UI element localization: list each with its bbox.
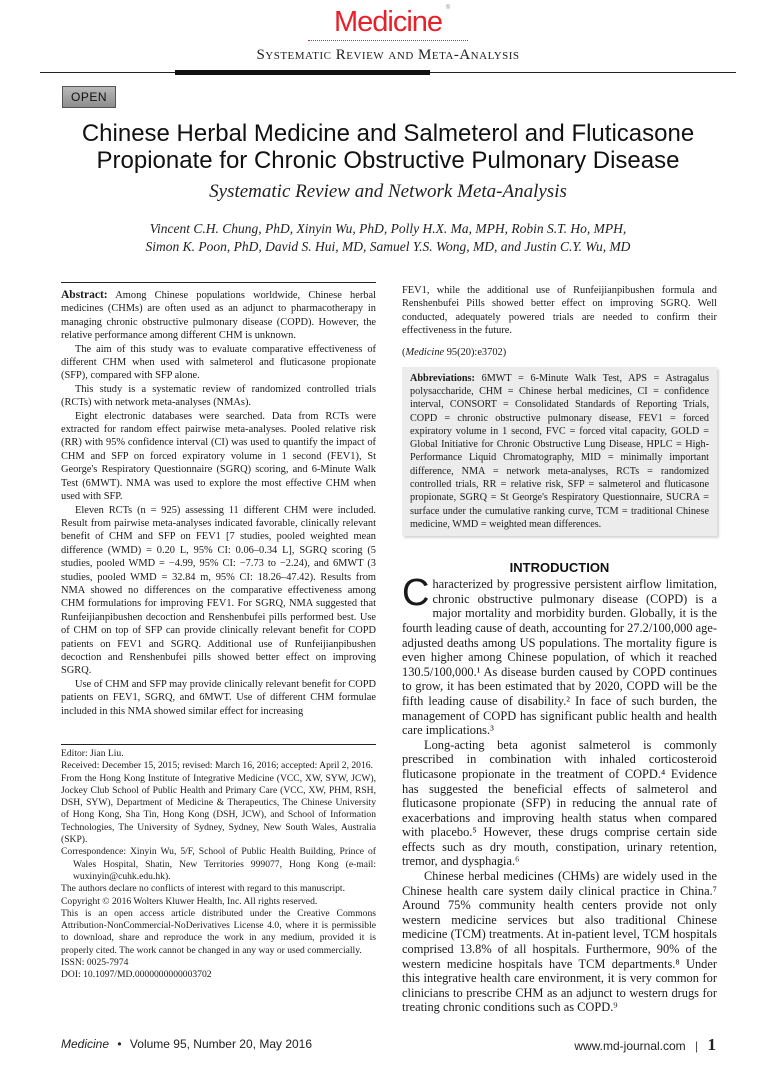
logo-dotted-underline xyxy=(308,40,468,41)
abbreviations-text: 6MWT = 6-Minute Walk Test, APS = Astragalus polysaccharide, CHM = Chinese herbal medicines, CI = confidence interval, CONSORT = Consolidated Standards of Reporting Trials, COPD = chronic obstructive pulmonary disease, FEV1 = forced expiratory volume in 1 second, FVC = forced vital capacity, GOLD = Global Initiative for Chronic Obstructive Lung Disease, HPLC = High-Performance Liquid Chromatography, MID = minimally important difference, NMA = network meta-analyses, RCTs = randomized controlled trials, RR = relative risk, SFP = salmeterol and fluticasone propionate, SGRQ = St George's Respiratory Questionnaire, SUCRA = surface under the cumulative ranking curve, TCM = traditional Chinese medicine, WMD = weighted mean differences. xyxy=(410,372,709,530)
footer-issue: Volume 95, Number 20, May 2016 xyxy=(129,1037,313,1051)
footer-page-info xyxy=(574,1035,716,1055)
footer-separator: | xyxy=(695,1039,699,1053)
abstract-conclusion-start: Use of CHM and SFP may provide clinically relevant benefit for COPD patients on FEV1, SGRQ, and 6MWT. Use of different CHM formulae included in this NMA showed similar effect for increasing xyxy=(61,678,376,717)
abbreviations-box xyxy=(402,367,717,537)
footer-journal-info xyxy=(61,1037,312,1051)
abstract-results: Eleven RCTs (n = 925) assessing 11 different CHM were included. Result from pairwise meta-analyses indicated favorable, clinically relevant benefit of CHM and SFP on FEV1 [7 studies, pooled weighted mean difference (WMD) = 0.20 L, 95% CI: 0.06–0.34 L], SGRQ scoring (5 studies, pooled WMD = −4.99, 95% CI: −7.73 to −2.24), and 6MWT (3 studies, pooled WMD = 32.84 m, 95% CI: 18.26–47.42). Results from NMA showed no differences on the comparative effectiveness among CHM formulations for improving FEV1. For SGRQ, NMA suggested that Runfeijianpibushen decoction and Renshenbufei pills performed best. Use of CHM on top of SFP can provide clinically relevant benefit for COPD patients on FEV1 and SGRQ. Additional use of Runfeijianpibushen decoction and Renshenbufei pills showed better effect on improving SGRQ. xyxy=(61,504,376,677)
doi-link[interactable]: DOI: 10.1097/MD.0000000000003702 xyxy=(61,969,212,981)
abstract-background: Among Chinese populations worldwide, Chinese herbal medicines (CHMs) are often used as an adjunct to pharmacotherapy in managing chronic obstructive pulmonary disease (COPD). However, the relative performance among different CHM is unknown. xyxy=(61,290,376,342)
bullet-icon: • xyxy=(117,1037,122,1051)
article-title: Chinese Herbal Medicine and Salmeterol and Fluticasone Propionate for Chronic Obstructive Pulmonary Disease xyxy=(81,120,695,174)
article-citation: (Medicine 95(20):e3702) xyxy=(402,346,507,358)
introduction-body xyxy=(402,572,717,1015)
abstract-continued xyxy=(402,284,717,338)
page-number: 1 xyxy=(707,1035,716,1054)
journal-website-link[interactable]: www.md-journal.com xyxy=(574,1039,686,1053)
editor-note: Editor: Jian Liu. xyxy=(61,748,124,759)
abstract xyxy=(61,289,376,718)
footnote-rule xyxy=(61,744,376,745)
left-column xyxy=(61,282,376,982)
journal-logo[interactable]: Medicine ® xyxy=(333,5,450,38)
conflict-statement: The authors declare no conflicts of interest with regard to this manuscript. xyxy=(61,883,345,895)
intro-paragraph-1: haracterized by progressive persistent airflow limitation, chronic obstructive pulmonary disease (COPD) is a major mortality and morbidity burden. Globally, it is the fourth leading cause of death, accounting for 27.2/100,000 age-adjusted deaths among US populations. The mortality figure is even higher among Chinese population, of which it reached 130.5/100,000.¹ As disease burden caused by COPD continues to grow, it has been estimated that by 2020, COPD will be the fifth leading cause of disability.² In face of such burden, the management of COPD has significant public health and health care implications.³ xyxy=(402,577,717,738)
correspondence[interactable]: Correspondence: Xinyin Wu, 5/F, School of Public Health Building, Prince of Wales Hospital, Shatin, New Territories 999077, Hong Kong (e-mail: wuxinyin@cuhk.edu.hk). xyxy=(61,846,376,882)
abbreviations-label: Abbreviations: xyxy=(410,372,475,384)
copyright: Copyright © 2016 Wolters Kluwer Health, Inc. All rights reserved. xyxy=(61,895,318,907)
author-list xyxy=(40,220,736,256)
license-statement: This is an open access article distributed under the Creative Commons Attribution-NonCommercial-NoDerivatives License 4.0, where it is permissible to download, share and reproduce the work in any medium, provided it is properly cited. The work cannot be changed in any way or used commercially. xyxy=(61,907,376,956)
abstract-top-rule xyxy=(61,282,376,283)
section-label: Systematic Review and Meta-Analysis xyxy=(256,47,520,63)
article-footnotes xyxy=(61,748,376,982)
abstract-label: Abstract: xyxy=(61,289,108,301)
affiliations: From the Hong Kong Institute of Integrative Medicine (VCC, XW, SYW, JCW), Jockey Club School of Public Health and Primary Care (VCC, XW, PHM, RSH, DSH, SYW), Department of Medicine & Therapeutics, The Chinese University of Hong Kong, Sha Tin, Hong Kong (DSH, JCW), and School of Information Technologies, The University of Sydney, Sydney, New South Wales, Australia (SKP). xyxy=(61,772,376,846)
received-dates: Received: December 15, 2015; revised: March 16, 2016; accepted: April 2, 2016. xyxy=(61,760,373,772)
authors-line-2: Simon K. Poon, PhD, David S. Hui, MD, Samuel Y.S. Wong, MD, and Justin C.Y. Wu, MD xyxy=(145,239,631,254)
masthead xyxy=(0,6,776,64)
intro-paragraph-2: Long-acting beta agonist salmeterol is commonly prescribed in combination with inhaled corticosteroid fluticasone propionate in the treatment of COPD.⁴ Evidence has suggested the beneficial effects of salmeterol and fluticasone propionate (SFP) in reducing the annual rate of exacerbations and improving health status when compared with placebo.⁵ However, these drugs comprise certain side effects such as dry mouth, constipation, urinary retention, tremor, and dysphagia.⁶ xyxy=(402,737,717,869)
abstract-methods: Eight electronic databases were searched. Data from RCTs were extracted for random effect pairwise meta-analyses. Pooled relative risk (RR) with 95% confidence interval (CI) was used to quantify the impact of CHM and SFP on forced expiratory volume in 1 second (FEV1), St George's Respiratory Questionnaire (SGRQ) scoring, and 6-Minute Walk Test (6MWT). NMA was used to explore the most effective CHM when used with SFP. xyxy=(61,410,376,503)
introduction-heading: INTRODUCTION xyxy=(509,560,610,576)
header-rule xyxy=(40,70,736,75)
authors-line-1: Vincent C.H. Chung, PhD, Xinyin Wu, PhD, Polly H.X. Ma, MPH, Robin S.T. Ho, MPH, xyxy=(149,221,627,236)
article-subtitle: Systematic Review and Network Meta-Analysis xyxy=(209,181,567,202)
right-column xyxy=(402,284,717,1015)
footer-journal-name: Medicine xyxy=(61,1037,110,1051)
issn: ISSN: 0025-7974 xyxy=(61,957,129,969)
intro-paragraph-3: Chinese herbal medicines (CHMs) are widely used in the Chinese health care system daily clinical practice in China.⁷ Around 75% community health centers provide not only western medicine services but also traditional Chinese medicine (TCM) treatments. At in-patient level, TCM hospitals comprised 13.8% of all hospitals. Furthermore, 90% of the western medicine hospitals have TCM departments.⁸ Under this integrative health care environment, it is very common for clinicians to prescribe CHM as an adjunct to western drugs for treating chronic conditions such as COPD.⁹ xyxy=(402,869,717,1015)
abstract-design: This study is a systematic review of randomized controlled trials (RCTs) with network meta-analyses (NMAs). xyxy=(61,383,376,409)
abstract-objective: The aim of this study was to evaluate comparative effectiveness of different CHM when used with salmeterol and fluticasone propionate (SFP), compared with SFP alone. xyxy=(61,343,376,382)
drop-cap: C xyxy=(402,572,430,615)
abstract-conclusion-end: FEV1, while the additional use of Runfeijianpibushen formula and Renshenbufei Pills showed better effect on improving SGRQ. Well conducted, adequately powered trials are needed to confirm their effectiveness in the future. xyxy=(402,285,717,337)
open-access-badge: OPEN xyxy=(62,86,116,108)
